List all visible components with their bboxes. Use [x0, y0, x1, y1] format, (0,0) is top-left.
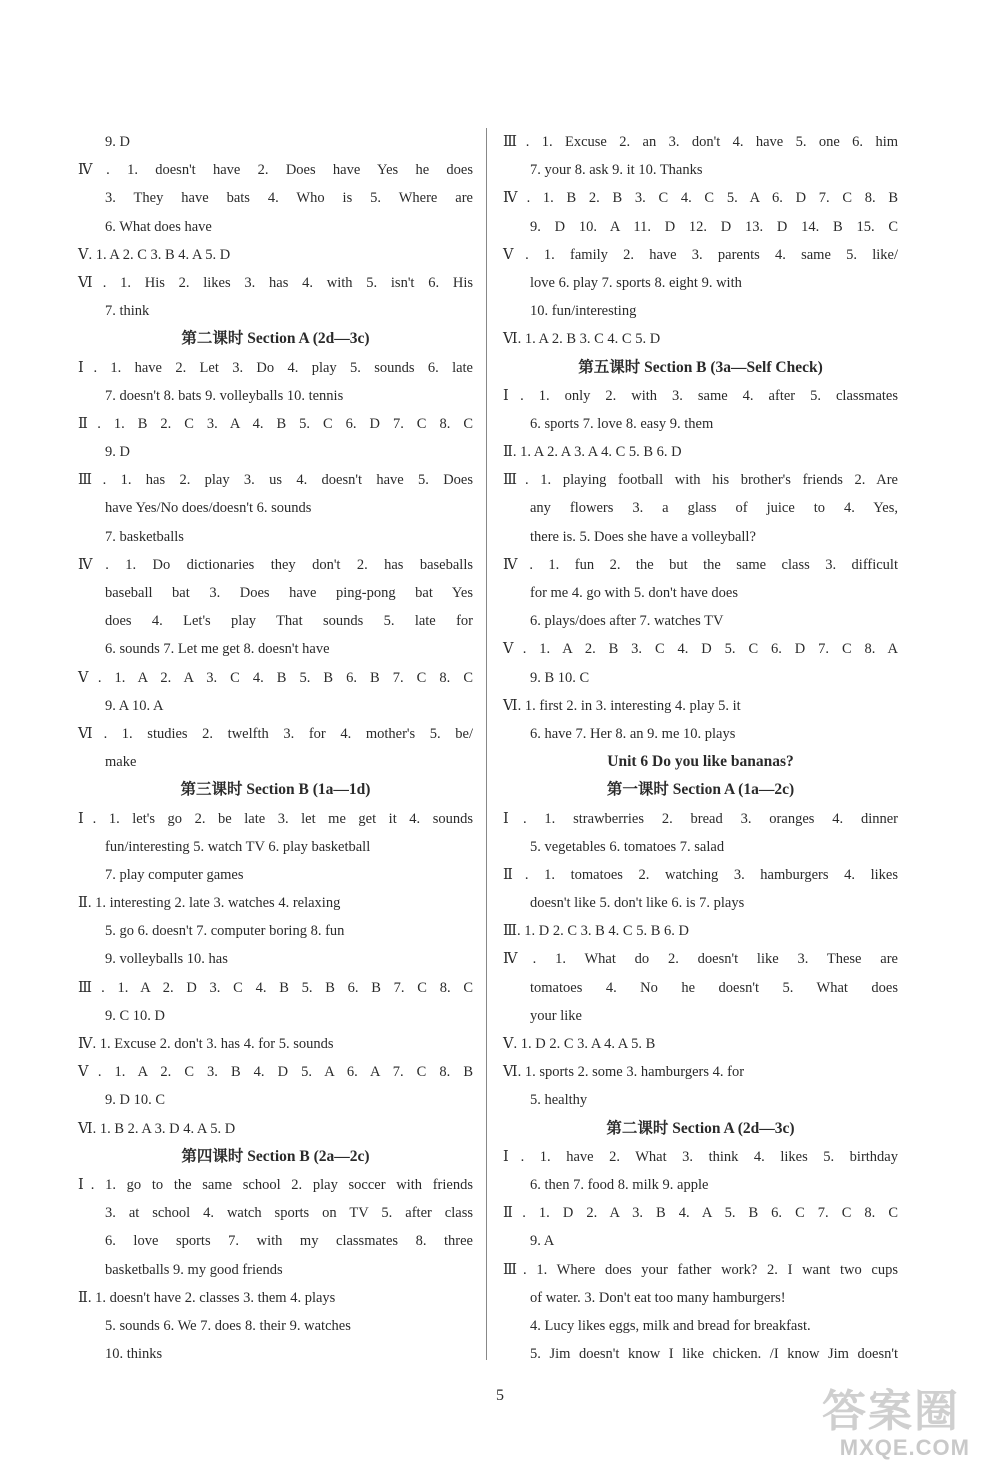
section-heading: 第四课时 Section B (2a—2c): [181, 1147, 370, 1165]
answer-line: Ⅴ. 1. A 2. C 3. B 4. D 5. A 6. A 7. C 8. B: [78, 1064, 473, 1081]
answer-line: your like: [530, 1007, 582, 1024]
answer-line: 10. thinks: [105, 1346, 163, 1363]
watermark-logo: [785, 1381, 980, 1461]
answer-line: Ⅴ. 1. family 2. have 3. parents 4. same 5. like/: [503, 246, 898, 263]
answer-line: 5. sounds 6. We 7. does 8. their 9. watches: [105, 1317, 351, 1334]
answer-line: 9. D 10. C: [105, 1092, 166, 1109]
answer-line: 6. plays/does after 7. watches TV: [530, 613, 724, 630]
answer-line: 6. sounds 7. Let me get 8. doesn't have: [105, 641, 330, 658]
answer-line: of water. 3. Don't eat too many hamburgers!: [530, 1289, 786, 1306]
section-heading: 第一课时 Section A (1a—2c): [606, 781, 795, 799]
watermark-text: MXQE.COM: [839, 1435, 970, 1460]
answer-line: tomatoes 4. No he doesn't 5. What does: [530, 979, 898, 996]
answer-line: Ⅵ. 1. A 2. B 3. C 4. C 5. D: [503, 331, 661, 348]
answer-line: Ⅳ. 1. B 2. B 3. C 4. C 5. A 6. D 7. C 8. B: [503, 190, 898, 207]
answer-line: 6. sports 7. love 8. easy 9. them: [530, 415, 714, 432]
section-heading: 第五课时 Section B (3a—Self Check): [578, 358, 823, 376]
answer-line: 6. have 7. Her 8. an 9. me 10. plays: [530, 725, 736, 742]
answer-line: Ⅱ. 1. A 2. A 3. A 4. C 5. B 6. D: [503, 444, 682, 461]
answer-line: Ⅵ. 1. His 2. likes 3. has 4. with 5. isn't 6. His: [78, 274, 473, 291]
answer-line: Ⅳ. 1. doesn't have 2. Does have Yes he does: [78, 162, 473, 179]
answer-line: 5. healthy: [530, 1092, 588, 1109]
answer-line: 9. B 10. C: [530, 669, 590, 686]
answer-line: Ⅰ. 1. have 2. What 3. think 4. likes 5. birthday: [503, 1148, 898, 1165]
answer-line: 7. basketballs: [105, 528, 184, 545]
answer-line: there is. 5. Does she have a volleyball?: [530, 528, 756, 545]
answer-line: 7. doesn't 8. bats 9. volleyballs 10. tennis: [105, 387, 344, 404]
left-column: [78, 128, 473, 1368]
answer-line: Ⅱ. 1. D 2. A 3. B 4. A 5. B 6. C 7. C 8. C: [503, 1205, 898, 1222]
section-heading: 第二课时 Section A (2d—3c): [606, 1119, 795, 1137]
answer-line: 5. vegetables 6. tomatoes 7. salad: [530, 838, 725, 855]
section-heading: 第二课时 Section A (2d—3c): [181, 330, 370, 348]
answer-line: 9. A 10. A: [105, 697, 164, 714]
answer-line: 5. Jim doesn't know I like chicken. /I know Jim doesn't: [530, 1346, 898, 1363]
answer-line: Ⅴ. 1. A 2. B 3. C 4. D 5. C 6. D 7. C 8. A: [503, 641, 898, 658]
section-heading: Unit 6 Do you like bananas?: [607, 753, 794, 771]
answer-line: 7. play computer games: [105, 866, 244, 883]
answer-line: 6. then 7. food 8. milk 9. apple: [530, 1176, 709, 1193]
answer-line: Ⅰ. 1. only 2. with 3. same 4. after 5. classmates: [503, 387, 898, 404]
answer-line: Ⅰ. 1. go to the same school 2. play soccer with friends: [78, 1176, 473, 1193]
page-number: 5: [496, 1387, 504, 1404]
answer-line: Ⅲ. 1. D 2. C 3. B 4. C 5. B 6. D: [503, 923, 689, 940]
answer-line: 9. volleyballs 10. has: [105, 951, 228, 968]
answer-line: 4. Lucy likes eggs, milk and bread for breakfast.: [530, 1317, 811, 1334]
answer-line: Ⅰ. 1. strawberries 2. bread 3. oranges 4. dinner: [503, 810, 898, 827]
answer-line: basketballs 9. my good friends: [105, 1261, 283, 1278]
answer-line: 9. D 10. A 11. D 12. D 13. D 14. B 15. C: [530, 218, 898, 235]
answer-line: 9. D: [105, 444, 130, 461]
answer-line: 9. C 10. D: [105, 1007, 166, 1024]
answer-line: Ⅰ. 1. have 2. Let 3. Do 4. play 5. sounds 6. late: [78, 359, 473, 376]
answer-line: Ⅳ. 1. fun 2. the but the same class 3. difficult: [503, 556, 898, 573]
answer-line: baseball bat 3. Does have ping-pong bat Yes: [105, 585, 473, 601]
answer-line: Ⅱ. 1. B 2. C 3. A 4. B 5. C 6. D 7. C 8. C: [78, 415, 473, 432]
answer-line: for me 4. go with 5. don't have does: [530, 585, 738, 601]
answer-line: Ⅲ. 1. A 2. D 3. C 4. B 5. B 6. B 7. C 8. C: [78, 979, 473, 996]
answer-line: Ⅳ. 1. What do 2. doesn't like 3. These are: [503, 951, 898, 968]
answer-line: 7. your 8. ask 9. it 10. Thanks: [530, 162, 703, 179]
answer-line: Ⅲ. 1. has 2. play 3. us 4. doesn't have 5. Does: [78, 472, 473, 489]
answer-line: 7. think: [105, 303, 150, 320]
right-column: [503, 128, 898, 1368]
answer-line: Ⅴ. 1. A 2. C 3. B 4. A 5. D: [78, 246, 231, 263]
answer-line: 9. A: [530, 1233, 555, 1250]
answer-line: any flowers 3. a glass of juice to 4. Yes,: [530, 500, 898, 517]
answer-line: Ⅵ. 1. studies 2. twelfth 3. for 4. mother's 5. be/: [78, 725, 473, 742]
answer-line: Ⅱ. 1. doesn't have 2. classes 3. them 4. plays: [78, 1289, 336, 1306]
section-heading: 第三课时 Section B (1a—1d): [180, 781, 371, 799]
answer-line: Ⅰ. 1. let's go 2. be late 3. let me get it 4. sounds: [78, 810, 473, 827]
answer-line: fun/interesting 5. watch TV 6. play basketball: [105, 838, 371, 855]
answer-line: 10. fun/interesting: [530, 303, 637, 320]
answer-line: Ⅵ. 1. sports 2. some 3. hamburgers 4. for: [503, 1064, 745, 1081]
answer-line: 5. go 6. doesn't 7. computer boring 8. fun: [105, 923, 345, 940]
column-divider: [486, 128, 487, 1360]
watermark-glyphs: 答案圈: [822, 1386, 960, 1437]
answer-line: 3. They have bats 4. Who is 5. Where are: [105, 190, 473, 207]
answer-line: Ⅳ. 1. Excuse 2. don't 3. has 4. for 5. sounds: [78, 1036, 334, 1052]
answer-line: does 4. Let's play That sounds 5. late for: [105, 613, 473, 630]
answer-line: love 6. play 7. sports 8. eight 9. with: [530, 274, 742, 291]
answer-line: 3. at school 4. watch sports on TV 5. after class: [105, 1205, 473, 1222]
answer-line: make: [105, 754, 137, 771]
answer-line: Ⅵ. 1. first 2. in 3. interesting 4. play 5. it: [503, 697, 741, 714]
answer-line: Ⅴ. 1. A 2. A 3. C 4. B 5. B 6. B 7. C 8. C: [78, 669, 473, 686]
answer-line: 9. D: [105, 134, 130, 150]
answer-line: Ⅵ. 1. B 2. A 3. D 4. A 5. D: [78, 1120, 236, 1137]
answer-line: 6. love sports 7. with my classmates 8. three: [105, 1233, 473, 1250]
answer-line: Ⅲ. 1. playing football with his brother's friends 2. Are: [503, 472, 898, 489]
answer-line: Ⅱ. 1. interesting 2. late 3. watches 4. relaxing: [78, 895, 341, 912]
answer-line: Ⅲ. 1. Excuse 2. an 3. don't 4. have 5. one 6. him: [503, 134, 898, 150]
answer-line: have Yes/No does/doesn't 6. sounds: [105, 500, 312, 517]
answer-line: Ⅲ. 1. Where does your father work? 2. I want two cups: [503, 1261, 898, 1278]
answer-line: doesn't like 5. don't like 6. is 7. plays: [530, 895, 745, 912]
answer-line: Ⅱ. 1. tomatoes 2. watching 3. hamburgers 4. likes: [503, 866, 898, 883]
answer-line: 6. What does have: [105, 218, 212, 235]
answer-line: Ⅴ. 1. D 2. C 3. A 4. A 5. B: [503, 1036, 656, 1052]
answer-line: Ⅳ. 1. Do dictionaries they don't 2. has baseballs: [78, 556, 473, 573]
